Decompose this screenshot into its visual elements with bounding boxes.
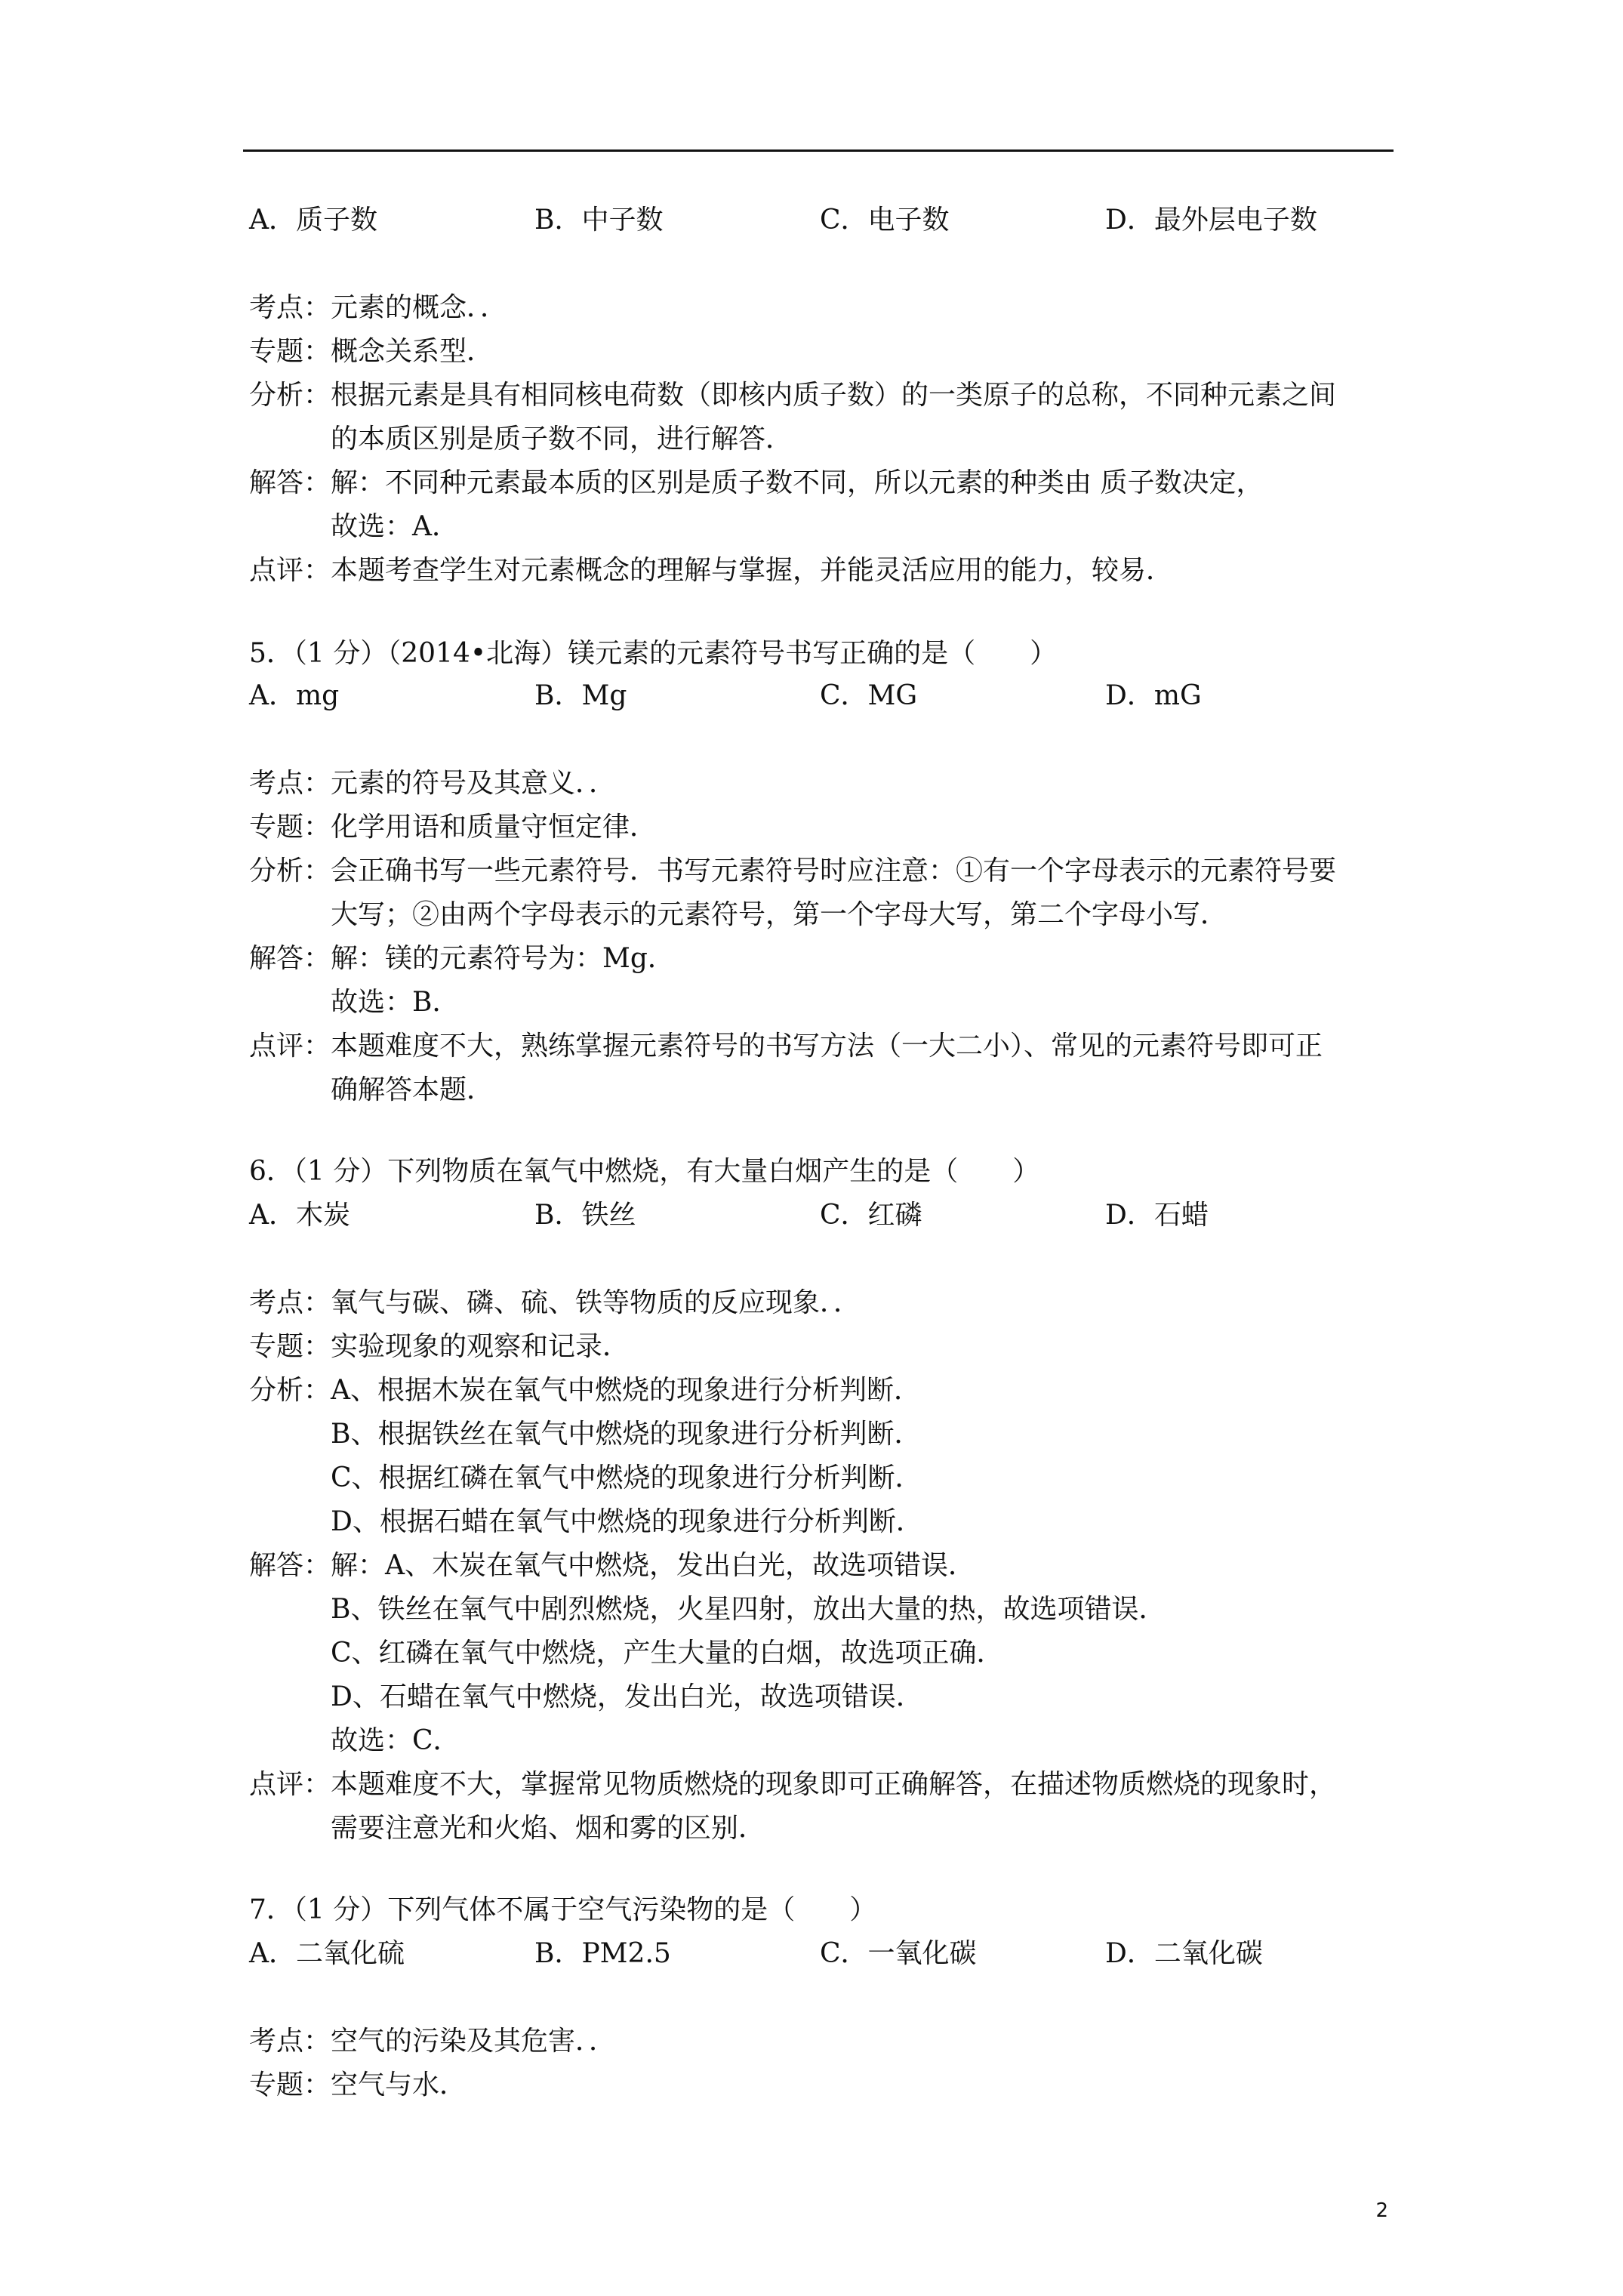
q5-dianping-line1: 点评：本题难度不大，熟练掌握元素符号的书写方法（一大二小）、常见的元素符号即可正 xyxy=(249,1031,1323,1062)
q6-option-d: D．石蜡 xyxy=(1105,1200,1209,1231)
q4-option-b: B．中子数 xyxy=(534,205,664,236)
q5-dianping-line2: 确解答本题． xyxy=(331,1074,494,1105)
q6-jieda-line5: 故选：C． xyxy=(331,1725,460,1756)
q6-zhuanti: 专题：实验现象的观察和记录． xyxy=(249,1331,630,1362)
q5-option-d: D．mG xyxy=(1105,680,1202,711)
q6-option-c: C．红磷 xyxy=(820,1200,922,1231)
q6-fenxi-line1: 分析：A、根据木炭在氧气中燃烧的现象进行分析判断． xyxy=(249,1375,921,1406)
header-rule xyxy=(243,149,1394,152)
q6-fenxi-line3: C、根据红磷在氧气中燃烧的现象进行分析判断． xyxy=(331,1462,922,1493)
q7-kaodian: 考点：空气的污染及其危害．． xyxy=(249,2026,617,2057)
q4-zhuanti: 专题：概念关系型． xyxy=(249,336,494,367)
q5-zhuanti: 专题：化学用语和质量守恒定律． xyxy=(249,812,658,843)
q4-fenxi-line1: 分析：根据元素是具有相同核电荷数（即核内质子数）的一类原子的总称，不同种元素之间 xyxy=(249,380,1337,411)
q6-jieda-line3: C、红磷在氧气中燃烧，产生大量的白烟，故选项正确． xyxy=(331,1638,1004,1669)
q5-jieda-line2: 故选：B． xyxy=(331,987,460,1018)
q6-option-a: A．木炭 xyxy=(249,1200,350,1231)
q4-jieda-line2: 故选：A． xyxy=(331,511,459,542)
q6-dianping-line1: 点评：本题难度不大，掌握常见物质燃烧的现象即可正确解答，在描述物质燃烧的现象时， xyxy=(249,1769,1337,1800)
q4-option-c: C．电子数 xyxy=(820,205,950,236)
q7-option-a: A．二氧化硫 xyxy=(249,1938,405,1969)
q5-option-b: B．Mg xyxy=(534,680,627,711)
q6-fenxi-line2: B、根据铁丝在氧气中燃烧的现象进行分析判断． xyxy=(331,1419,922,1450)
q6-dianping-line2: 需要注意光和火焰、烟和雾的区别． xyxy=(331,1813,766,1844)
q6-question: 6．（1 分）下列物质在氧气中燃烧，有大量白烟产生的是（ ） xyxy=(249,1156,1040,1187)
q6-jieda-line1: 解答：解：A、木炭在氧气中燃烧，发出白光，故选项错误． xyxy=(249,1550,975,1581)
q4-option-a: A．质子数 xyxy=(249,205,377,236)
q5-question: 5．（1 分）（2014•北海）镁元素的元素符号书写正确的是（ ） xyxy=(249,638,1058,669)
q6-option-b: B．铁丝 xyxy=(534,1200,636,1231)
q4-kaodian: 考点：元素的概念．． xyxy=(249,292,508,323)
q4-dianping: 点评：本题考查学生对元素概念的理解与掌握，并能灵活应用的能力，较易． xyxy=(249,555,1174,586)
page-number: 2 xyxy=(1375,2199,1388,2222)
q7-zhuanti: 专题：空气与水． xyxy=(249,2069,467,2100)
q5-jieda-line1: 解答：解：镁的元素符号为：Mg． xyxy=(249,943,675,974)
q6-jieda-line2: B、铁丝在氧气中剧烈燃烧，火星四射，放出大量的热，故选项错误． xyxy=(331,1594,1166,1625)
q7-option-d: D．二氧化碳 xyxy=(1105,1938,1263,1969)
q4-fenxi-line2: 的本质区别是质子数不同，进行解答． xyxy=(331,424,793,455)
q4-jieda-line1: 解答：解：不同种元素最本质的区别是质子数不同，所以元素的种类由 质子数决定， xyxy=(249,467,1264,498)
q7-option-c: C．一氧化碳 xyxy=(820,1938,977,1969)
q4-option-d: D．最外层电子数 xyxy=(1105,205,1317,236)
q5-fenxi-line2: 大写；②由两个字母表示的元素符号，第一个字母大写，第二个字母小写． xyxy=(331,899,1228,930)
q5-option-a: A．mg xyxy=(249,680,340,711)
q6-fenxi-line4: D、根据石蜡在氧气中燃烧的现象进行分析判断． xyxy=(331,1506,923,1537)
q5-option-c: C．MG xyxy=(820,680,918,711)
q6-jieda-line4: D、石蜡在氧气中燃烧，发出白光，故选项错误． xyxy=(331,1681,923,1712)
q6-kaodian: 考点：氧气与碳、磷、硫、铁等物质的反应现象．． xyxy=(249,1287,861,1318)
q7-question: 7．（1 分）下列气体不属于空气污染物的是（ ） xyxy=(249,1894,877,1925)
q5-kaodian: 考点：元素的符号及其意义．． xyxy=(249,768,617,799)
q5-fenxi-line1: 分析：会正确书写一些元素符号．书写元素符号时应注意：①有一个字母表示的元素符号要 xyxy=(249,855,1337,886)
q7-option-b: B．PM2.5 xyxy=(534,1938,671,1969)
